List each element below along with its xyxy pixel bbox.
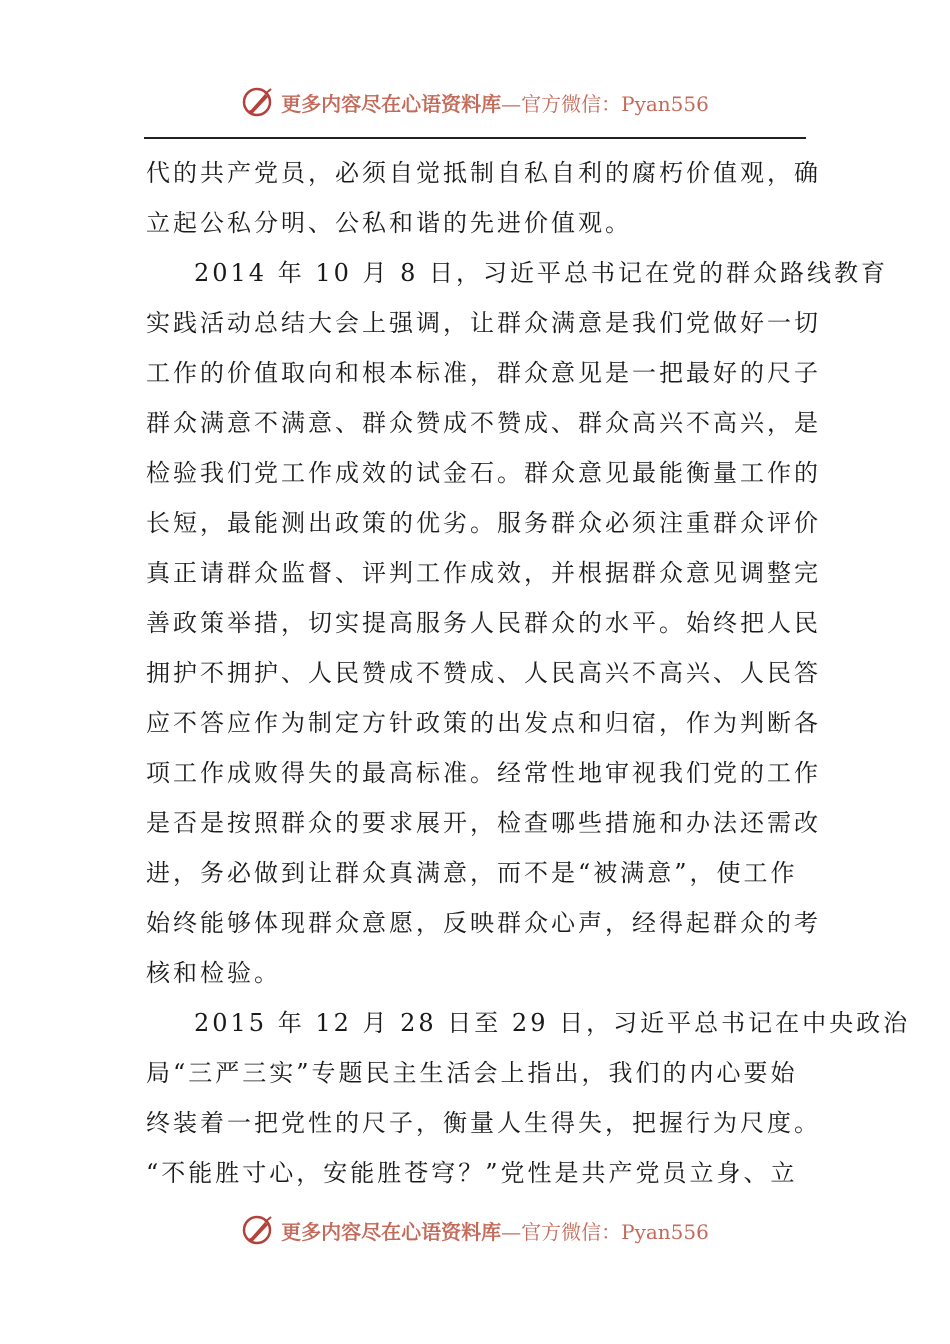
header-brand	[241, 85, 709, 119]
footer-brand-main: 更多内容尽在心语资料库	[281, 1219, 502, 1244]
quill-logo-icon	[241, 85, 275, 119]
text-line: 实践活动总结大会上强调，让群众满意是我们党做好一切	[146, 309, 821, 337]
text-line: 终装着一把党性的尺子，衡量人生得失，把握行为尺度。	[146, 1109, 821, 1137]
text-line: 立起公私分明、公私和谐的先进价值观。	[146, 209, 632, 237]
text-line: “不能胜寸心，安能胜苍穹？”党性是共产党员立身、立	[146, 1159, 798, 1187]
text-line: 长短，最能测出政策的优劣。服务群众必须注重群众评价	[146, 509, 821, 537]
text-line: 工作的价值取向和根本标准，群众意见是一把最好的尺子	[146, 359, 821, 387]
page-footer	[0, 1210, 950, 1250]
text-line: 2015 年 12 月 28 日至 29 日，习近平总书记在中央政治	[194, 1009, 911, 1037]
text-line: 核和检验。	[146, 959, 281, 987]
text-line: 拥护不拥护、人民赞成不赞成、人民高兴不高兴、人民答	[146, 659, 821, 687]
document-body	[146, 148, 911, 1198]
text-line: 进，务必做到让群众真满意，而不是“被满意”，使工作	[146, 859, 798, 887]
text-line: 局“三严三实”专题民主生活会上指出，我们的内心要始	[146, 1059, 798, 1087]
text-line: 代的共产党员，必须自觉抵制自私自利的腐朽价值观，确	[146, 159, 821, 187]
header-brand-main: 更多内容尽在心语资料库	[281, 91, 502, 116]
text-line: 真正请群众监督、评判工作成效，并根据群众意见调整完	[146, 559, 821, 587]
footer-brand-text	[281, 1216, 709, 1245]
quill-logo-icon	[241, 1213, 275, 1247]
text-line: 善政策举措，切实提高服务人民群众的水平。始终把人民	[146, 609, 821, 637]
text-line: 项工作成败得失的最高标准。经常性地审视我们党的工作	[146, 759, 821, 787]
text-line: 始终能够体现群众意愿，反映群众心声，经得起群众的考	[146, 909, 821, 937]
text-line: 应不答应作为制定方针政策的出发点和归宿，作为判断各	[146, 709, 821, 737]
text-line: 群众满意不满意、群众赞成不赞成、群众高兴不高兴，是	[146, 409, 821, 437]
header-brand-sub: 官方微信：	[521, 91, 622, 116]
header-brand-id: Pyan556	[621, 91, 709, 116]
footer-brand-dash: —	[501, 1219, 522, 1244]
header-divider	[144, 137, 806, 139]
page-header	[0, 82, 950, 122]
footer-brand-id: Pyan556	[621, 1219, 709, 1244]
header-brand-text	[281, 88, 709, 117]
header-brand-dash: —	[501, 91, 522, 116]
text-line: 2014 年 10 月 8 日，习近平总书记在党的群众路线教育	[194, 259, 889, 287]
text-line: 检验我们党工作成效的试金石。群众意见最能衡量工作的	[146, 459, 821, 487]
footer-brand-sub: 官方微信：	[521, 1219, 622, 1244]
text-line: 是否是按照群众的要求展开，检查哪些措施和办法还需改	[146, 809, 821, 837]
footer-brand	[241, 1213, 709, 1247]
